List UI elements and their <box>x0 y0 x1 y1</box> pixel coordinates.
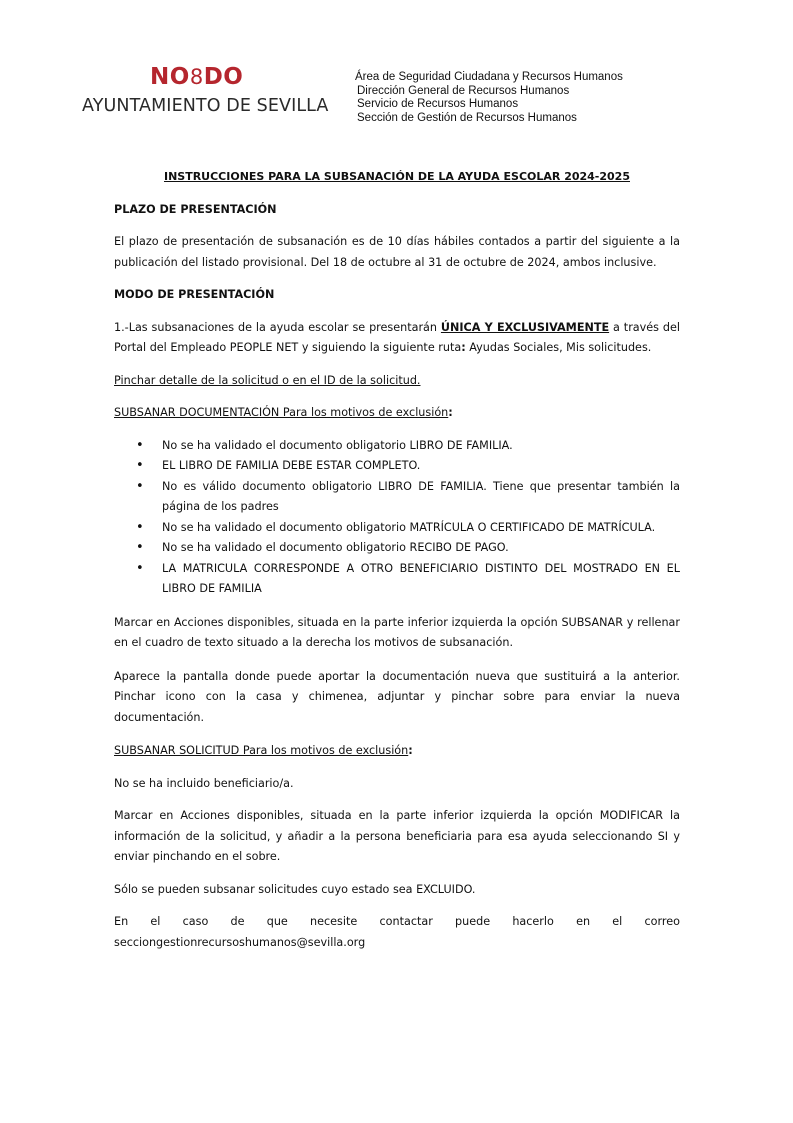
list-item: • LA MATRICULA CORRESPONDE A OTRO BENEFICIARIO DISTINTO DEL MOSTRADO EN EL LIBRO DE FAMILIA <box>162 559 680 600</box>
list-item: • EL LIBRO DE FAMILIA DEBE ESTAR COMPLETO. <box>162 456 680 477</box>
plazo-paragraph: El plazo de presentación de subsanación es de 10 días hábiles contados a partir del siguiente a la publicación del listado provisional. Del 18 de octubre al 31 de octubre de 2024, ambos inclusive. <box>114 235 680 269</box>
madeja-icon: 8 <box>189 65 204 89</box>
list-item: • No se ha validado el documento obligatorio LIBRO DE FAMILIA. <box>162 436 680 457</box>
subsanar-solicitud-heading: SUBSANAR SOLICITUD Para los motivos de exclusión: <box>114 744 413 757</box>
doc-motivos-list <box>114 436 680 600</box>
header-line: Servicio de Recursos Humanos <box>357 98 519 111</box>
logo <box>82 64 329 116</box>
header-line: Dirección General de Recursos Humanos <box>357 84 570 97</box>
no8do-logo: NO8DO <box>150 64 244 90</box>
modo-heading: MODO DE PRESENTACIÓN <box>114 288 275 301</box>
department-header <box>355 71 623 125</box>
modo-paragraph: 1.-Las subsanaciones de la ayuda escolar se presentarán ÚNICA Y EXCLUSIVAMENTE a través del Portal del Empleado PEOPLE NET y siguiendo la siguiente ruta: Ayudas Sociales, Mis solicitudes. <box>114 320 680 354</box>
document-title: INSTRUCCIONES PARA LA SUBSANACIÓN DE LA AYUDA ESCOLAR 2024-2025 <box>163 170 630 183</box>
marcar-subsanar-paragraph: Marcar en Acciones disponibles, situada en la parte inferior izquierda la opción SUBSANAR y rellenar en el cuadro de texto situado a la derecha los motivos de subsanación. <box>114 615 680 649</box>
list-item: • No se ha validado el documento obligatorio MATRÍCULA O CERTIFICADO DE MATRÍCULA. <box>162 518 680 539</box>
subsanar-documentacion-heading: SUBSANAR DOCUMENTACIÓN Para los motivos de exclusión: <box>114 406 453 419</box>
marcar-modificar-paragraph: Marcar en Acciones disponibles, situada en la parte inferior izquierda la opción MODIFICAR la información de la solicitud, y añadir a la persona beneficiaria para esa ayuda seleccionando SI y enviar pinchando en el sobre. <box>114 809 680 863</box>
logo-name: AYUNTAMIENTO DE SEVILLA <box>82 96 329 116</box>
plazo-heading: PLAZO DE PRESENTACIÓN <box>114 202 277 216</box>
header-line: Área de Seguridad Ciudadana y Recursos Humanos <box>355 71 623 83</box>
no-beneficiario: No se ha incluido beneficiario/a. <box>114 776 294 790</box>
contacto-line: En el caso de que necesite contactar puede hacerlo en el correo <box>114 915 680 928</box>
contacto-email: secciongestionrecursoshumanos@sevilla.org <box>114 935 366 949</box>
list-item: • No se ha validado el documento obligatorio RECIBO DE PAGO. <box>162 538 680 559</box>
exclusive-emphasis: ÚNICA Y EXCLUSIVAMENTE <box>440 320 610 334</box>
header-line: Sección de Gestión de Recursos Humanos <box>357 111 577 124</box>
list-item: • No es válido documento obligatorio LIBRO DE FAMILIA. Tiene que presentar también la página de los padres <box>162 477 680 518</box>
solo-excluido: Sólo se pueden subsanar solicitudes cuyo estado sea EXCLUIDO. <box>114 882 476 896</box>
document-body <box>114 167 680 953</box>
pinchar-detalle: Pinchar detalle de la solicitud o en el ID de la solicitud. <box>114 373 421 387</box>
aparece-pantalla-paragraph: Aparece la pantalla donde puede aportar la documentación nueva que sustituirá a la anterior. Pinchar icono con la casa y chimenea, adjuntar y pinchar sobre para enviar la nueva documentación. <box>114 669 680 724</box>
